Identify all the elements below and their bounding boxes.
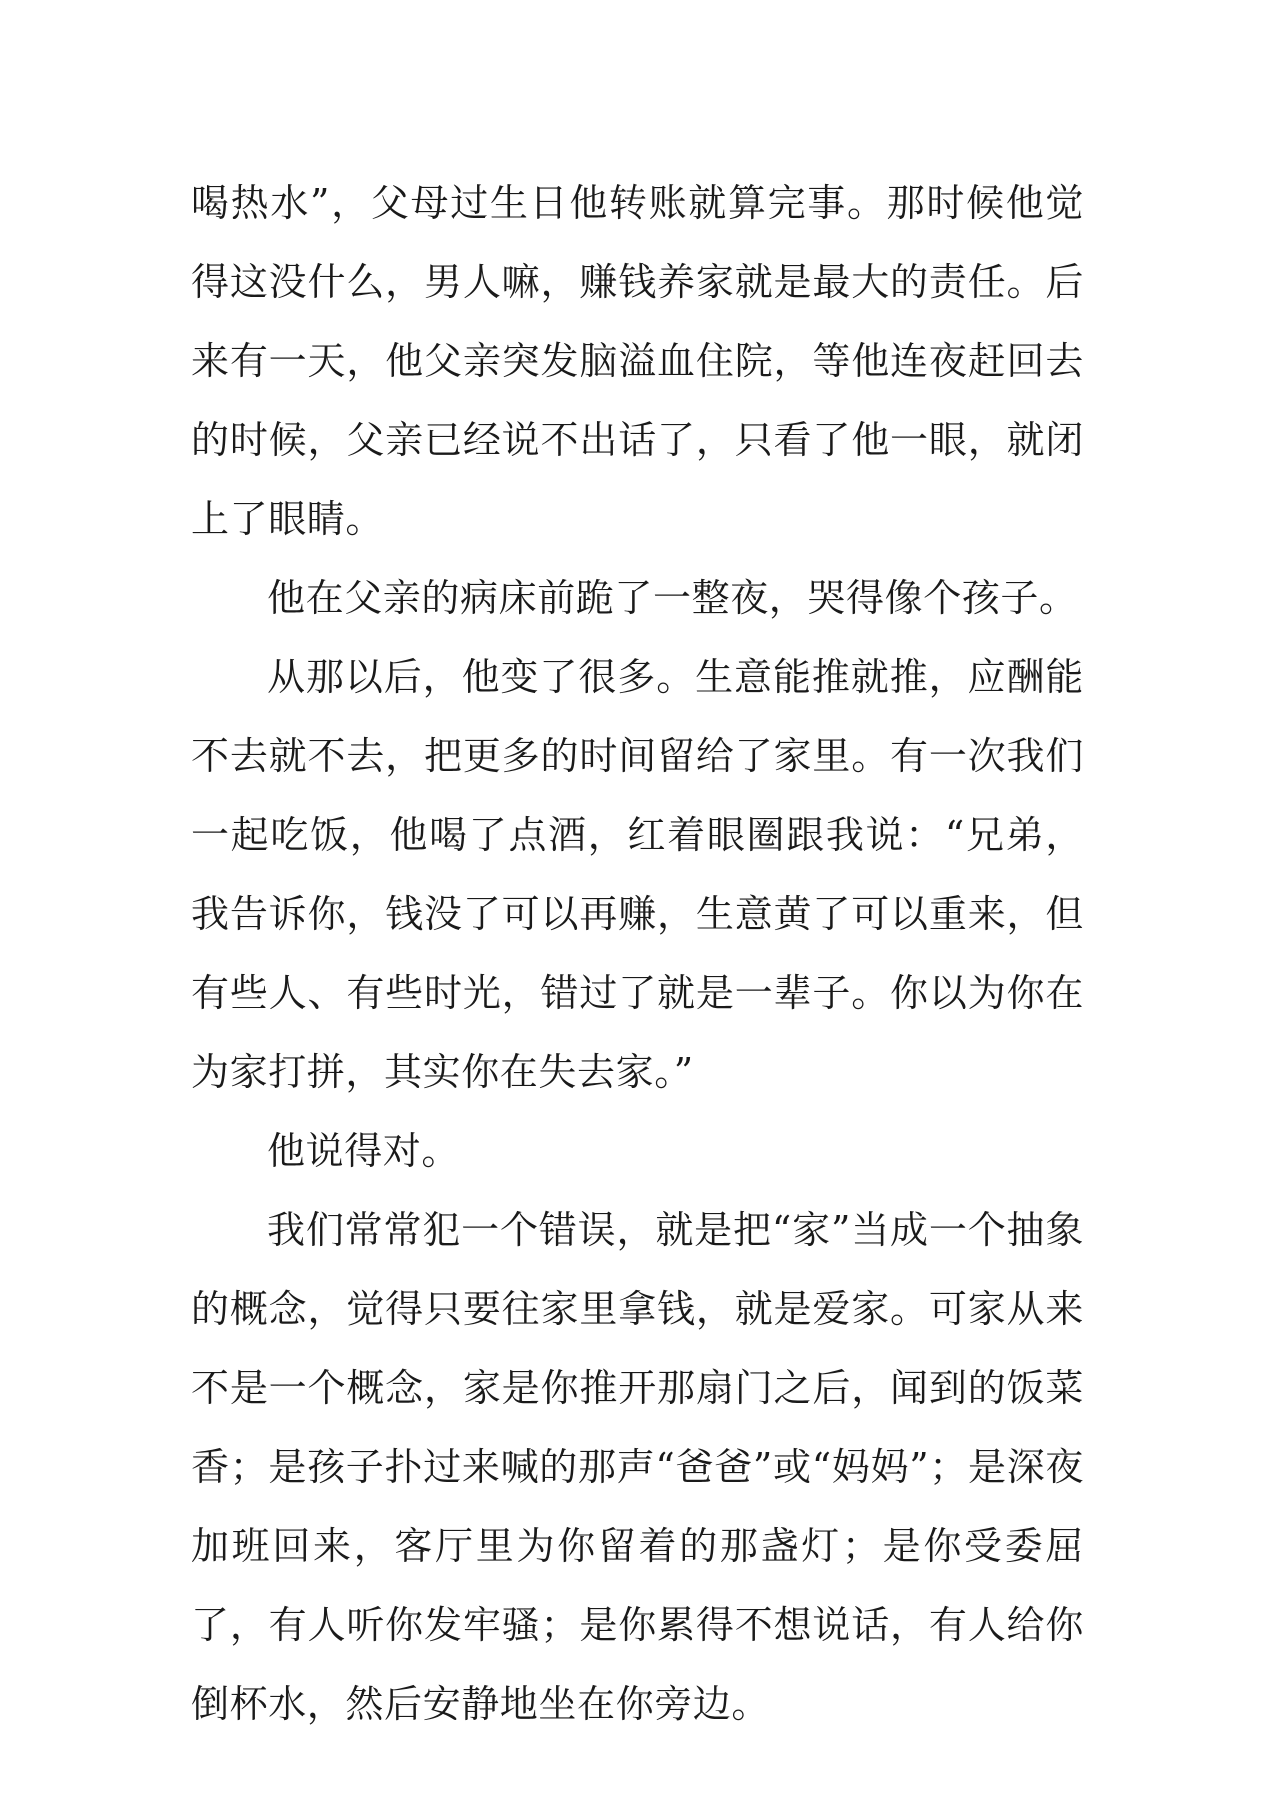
document-body [191, 164, 1084, 1744]
paragraph: 我们常常犯一个错误，就是把“家”当成一个抽象的概念，觉得只要往家里拿钱，就是爱家。可家从来不是一个概念，家是你推开那扇门之后，闻到的饭菜香；是孩子扑过来喊的那声“爸爸”或“妈妈”；是深夜加班回来，客厅里为你留着的那盏灯；是你受委屈了，有人听你发牢骚；是你累得不想说话，有人给你倒杯水，然后安静地坐在你旁边。 [191, 1208, 1084, 1726]
paragraph: 他说得对。 [267, 1129, 461, 1173]
paragraph-continuation: 喝热水”，父母过生日他转账就算完事。那时候他觉得这没什么，男人嘛，赚钱养家就是最大的责任。后来有一天，他父亲突发脑溢血住院，等他连夜赶回去的时候，父亲已经说不出话了，只看了他一眼，就闭上了眼睛。 [191, 181, 1084, 541]
paragraph: 他在父亲的病床前跪了一整夜，哭得像个孩子。 [267, 576, 1078, 620]
paragraph: 从那以后，他变了很多。生意能推就推，应酬能不去就不去，把更多的时间留给了家里。有一次我们一起吃饭，他喝了点酒，红着眼圈跟我说：“兄弟，我告诉你，钱没了可以再赚，生意黄了可以重来，但有些人、有些时光，错过了就是一辈子。你以为你在为家打拼，其实你在失去家。” [191, 655, 1084, 1094]
